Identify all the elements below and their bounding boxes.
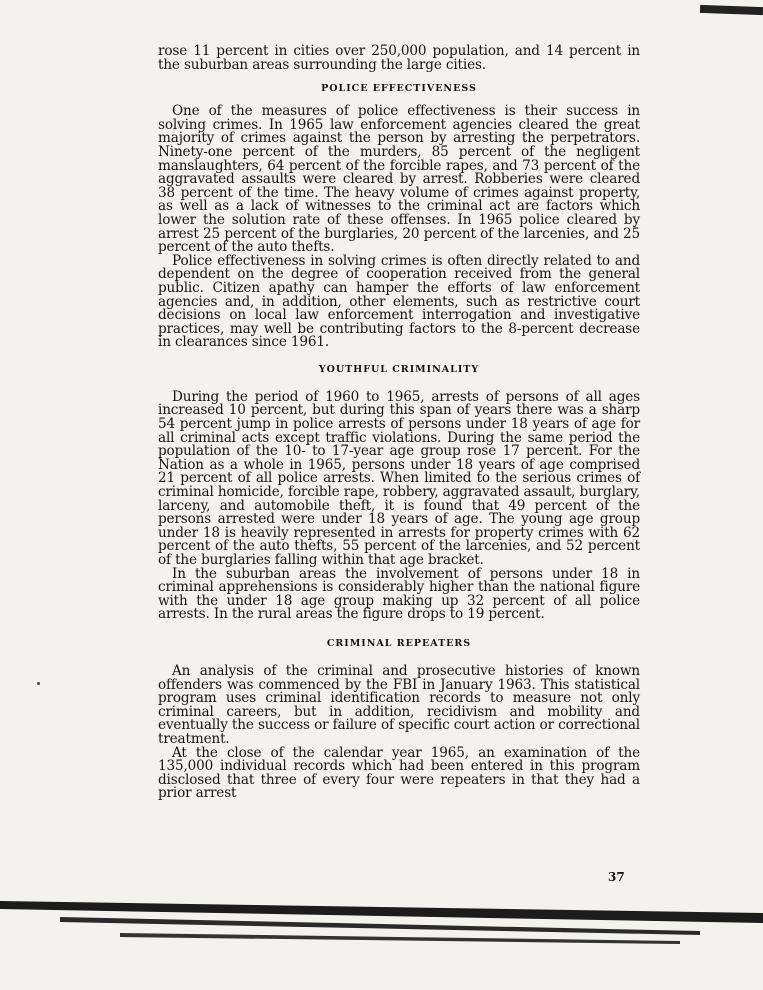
paragraph-2: Police effectiveness in solving crimes is often directly related to and dependent on the degree of cooperation received from the general public. Citizen apathy can hamper the efforts of law enforcement agencies and, in addition, other elements, such as restrictive court decisions on local law enforcement interrogation and investigative practices, may well be contributing factors to the 8-percent decrease in clearances since 1961. [158,252,640,351]
paragraph-0: rose 11 percent in cities over 250,000 population, and 14 percent in the suburban areas surrounding the large cities. [158,43,640,73]
paragraph-6: At the close of the calendar year 1965, an examination of the 135,000 individual records which had been entered in this program disclosed that three of every four were repeaters in that they had a prior arrest [158,744,640,802]
page-number: 37 [608,870,625,884]
scan-artifact-bars [0,895,763,955]
document-page [158,45,640,801]
heading-criminal-repeaters: CRIMINAL REPEATERS [326,637,472,649]
scan-edge-mark [700,5,763,15]
paragraph-1: One of the measures of police effectiveness is their success in solving crimes. In 1965 law enforcement agencies cleared the great majority of crimes against the person by arresting the perpetrators. Ninety-one percent of the murders, 85 percent of the negligent manslaughters, 64 percent of the forcible rapes, and 73 percent of the aggravated assaults were cleared by arrest. Robberies were cleared 38 percent of the time. The heavy volume of crimes against property, as well as a lack of witnesses to the criminal act are factors which lower the solution rate of these offenses. In 1965 police cleared by arrest 25 percent of the burglaries, 20 percent of the larcenies, and 25 percent of the auto thefts. [158,103,640,256]
paragraph-3: During the period of 1960 to 1965, arrests of persons of all ages increased 10 percent, but during this span of years there was a sharp 54 percent jump in police arrests of persons under 18 years of age for all criminal acts except traffic violations. During the same period the population of the 10- to 17-year age group rose 17 percent. For the Nation as a whole in 1965, persons under 18 years of age comprised 21 percent of all police arrests. When limited to the serious crimes of criminal homicide, forcible rape, robbery, aggravated assault, burglary, larceny, and automobile theft, it is found that 49 percent of the persons arrested were under 18 years of age. The young age group under 18 is heavily represented in arrests for property crimes with 62 percent of the auto thefts, 55 percent of the larcenies, and 52 percent of the burglaries falling within that age bracket. [158,388,640,568]
heading-youthful-criminality: YOUTHFUL CRIMINALITY [318,363,480,375]
scan-speck [37,682,40,685]
heading-police-effectiveness: POLICE EFFECTIVENESS [321,83,477,95]
paragraph-4: In the suburban areas the involvement of persons under 18 in criminal apprehensions is considerably higher than the national figure with the under 18 age group making up 32 percent of all police arrests. In the rural areas the figure drops to 19 percent. [158,565,640,623]
paragraph-5: An analysis of the criminal and prosecutive histories of known offenders was commenced by the FBI in January 1963. This statistical program uses criminal identification records to measure not only criminal careers, but in addition, recidivism and mobility and eventually the success or failure of specific court action or correctional treatment. [158,662,640,747]
